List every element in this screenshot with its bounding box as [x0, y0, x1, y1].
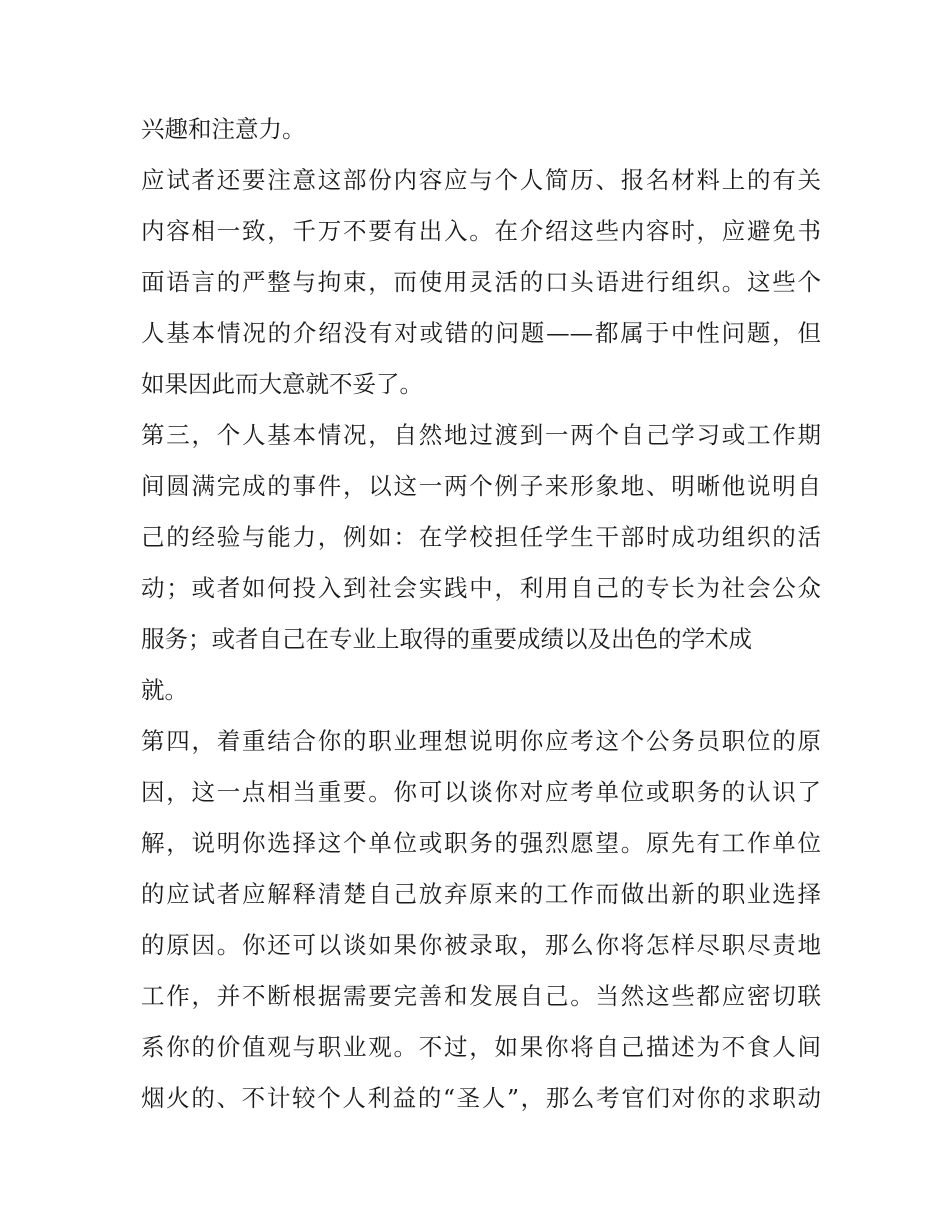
text-line: 间圆满完成的事件，以这一两个例子来形象地、明晰他说明自 — [141, 472, 821, 500]
text-line: 第三，个人基本情况，自然地过渡到一两个自己学习或工作期 — [141, 421, 821, 449]
text-line: 解，说明你选择这个单位或职务的强烈愿望。原先有工作单位 — [141, 829, 821, 857]
body-text — [141, 104, 821, 1124]
text-line: 面语言的严整与拘束，而使用灵活的口头语进行组织。这些个 — [141, 268, 821, 296]
text-line: 人基本情况的介绍没有对或错的问题——都属于中性问题，但 — [141, 319, 821, 347]
text-line: 应试者还要注意这部份内容应与个人简历、报名材料上的有关 — [141, 166, 821, 194]
text-line: 服务；或者自己在专业上取得的重要成绩以及出色的学术成 — [141, 625, 752, 653]
text-line: 第四，着重结合你的职业理想说明你应考这个公务员职位的原 — [141, 727, 821, 755]
text-line: 己的经验与能力，例如：在学校担任学生干部时成功组织的活 — [141, 523, 821, 551]
text-line: 如果因此而大意就不妥了。 — [141, 370, 423, 398]
text-line: 系你的价值观与职业观。不过，如果你将自己描述为不食人间 — [141, 1033, 821, 1061]
text-line: 因，这一点相当重要。你可以谈你对应考单位或职务的认识了 — [141, 778, 821, 806]
text-line: 的应试者应解释清楚自己放弃原来的工作而做出新的职业选择 — [141, 880, 821, 908]
text-line: 就。 — [141, 676, 188, 704]
text-line: 烟火的、不计较个人利益的“圣人”，那么考官们对你的求职动 — [141, 1084, 821, 1112]
text-line: 工作，并不断根据需要完善和发展自己。当然这些都应密切联 — [141, 982, 821, 1010]
text-line: 内容相一致，千万不要有出入。在介绍这些内容时，应避免书 — [141, 217, 821, 245]
text-line: 的原因。你还可以谈如果你被录取，那么你将怎样尽职尽责地 — [141, 931, 821, 959]
text-line: 兴趣和注意力。 — [141, 115, 306, 143]
text-line: 动；或者如何投入到社会实践中，利用自己的专长为社会公众 — [141, 574, 821, 602]
